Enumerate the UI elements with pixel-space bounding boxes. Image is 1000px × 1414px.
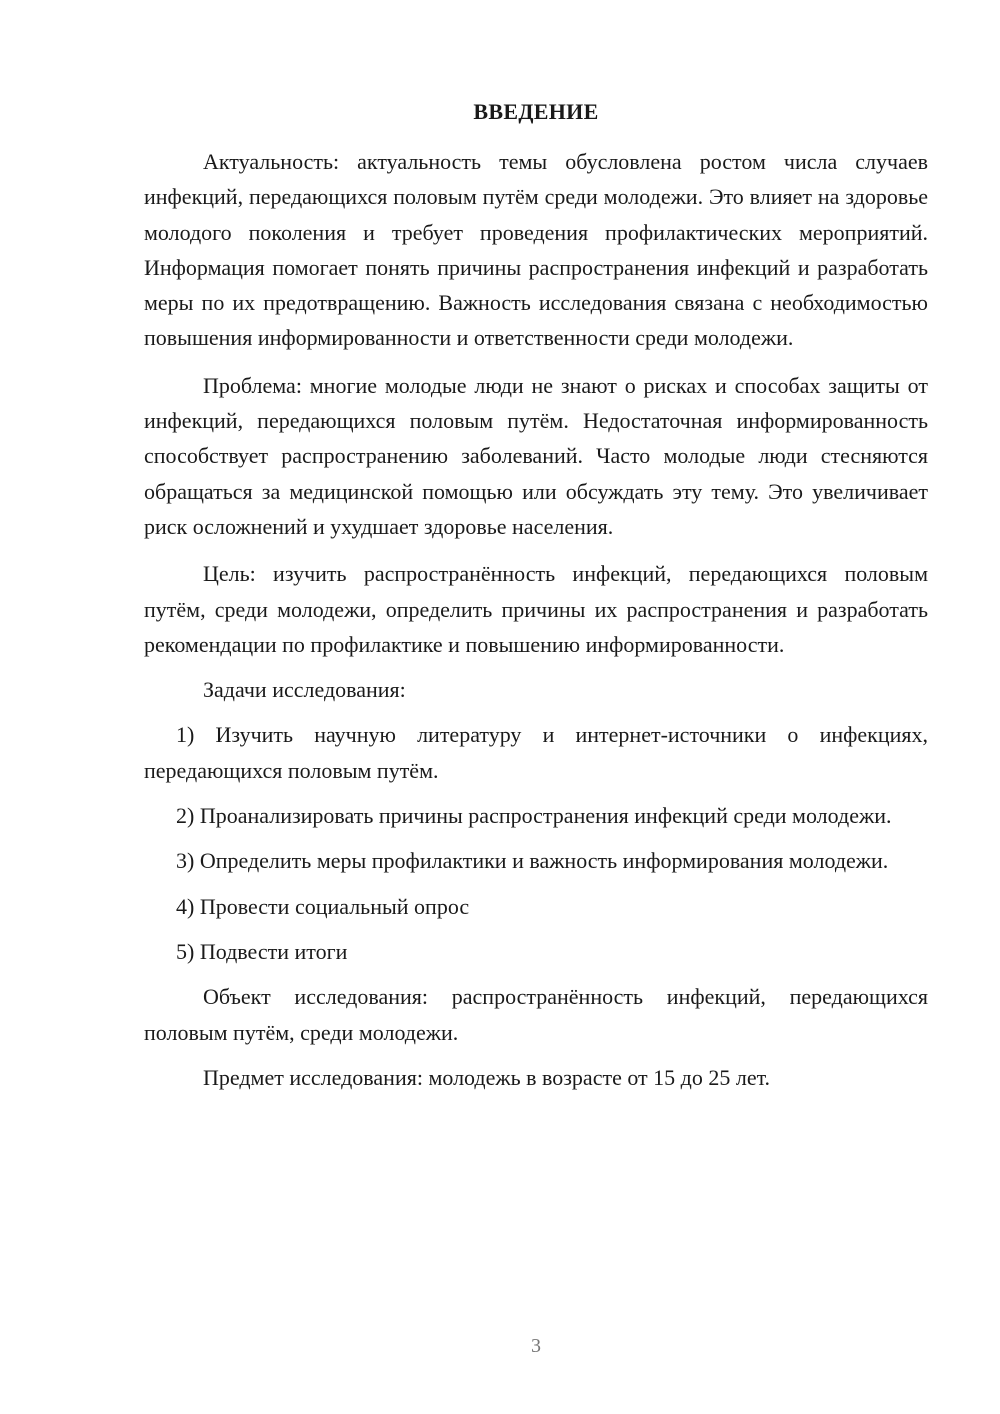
task-item-5: 5) Подвести итоги [176, 938, 348, 964]
task-item-2: 2) Проанализировать причины распространения инфекций среди молодежи. [176, 803, 892, 829]
task-item-1: 1) Изучить научную литературу и интернет-источники о инфекциях, передающихся половым путём. [144, 722, 928, 783]
tasks-title: Задачи исследования: [203, 677, 406, 703]
paragraph-actuality: Актуальность: актуальность темы обусловлена ростом числа случаев инфекций, передающихся половым путём среди молодежи. Это влияет на здоровье молодого поколения и требует проведения профилактических мероприятий. Информация помогает понять причины распространения инфекций и разработать меры по их предотвращению. Важность исследования связана с необходимостью повышения информированности и ответственности среди молодежи. [144, 149, 928, 351]
task-item-3: 3) Определить меры профилактики и важность информирования молодежи. [176, 848, 889, 874]
body-text [144, 144, 928, 1095]
paragraph-goal: Цель: изучить распространённость инфекций, передающихся половым путём, среди молодежи, определить причины их распространения и разработать рекомендации по профилактике и повышению информированности. [144, 561, 928, 657]
paragraph-problem: Проблема: многие молодые люди не знают о рисках и способах защиты от инфекций, передающихся половым путём. Недостаточная информированность способствует распространению заболеваний. Часто молодые люди стесняются обращаться за медицинской помощью или обсуждать эту тему. Это увеличивает риск осложнений и ухудшает здоровье населения. [144, 372, 928, 539]
paragraph-subject: Предмет исследования: молодежь в возрасте от 15 до 25 лет. [203, 1064, 771, 1090]
task-item-4: 4) Провести социальный опрос [176, 893, 470, 919]
paragraph-object: Объект исследования: распространённость инфекций, передающихся половым путём, среди молодежи. [144, 984, 928, 1045]
section-heading: ВВЕДЕНИЕ [473, 99, 599, 124]
page-number: 3 [531, 1335, 541, 1357]
